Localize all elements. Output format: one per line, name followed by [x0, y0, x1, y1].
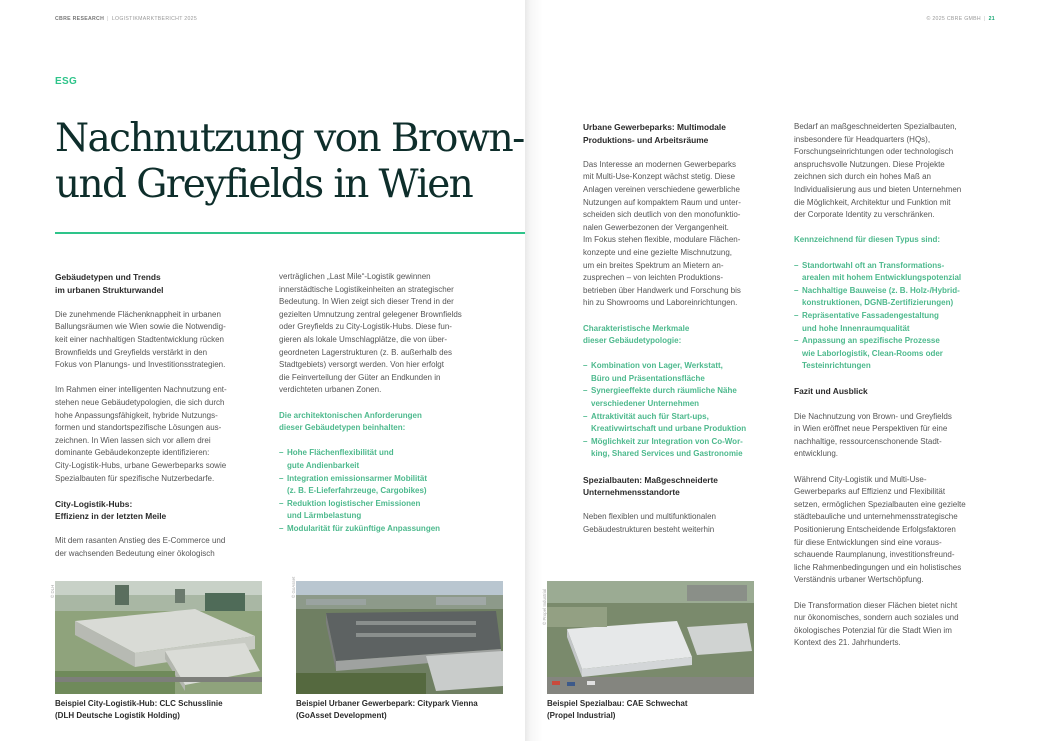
- list-item: – Möglichkeit zur Integration von Co-Wor- king, Shared Services und Gastronomie: [583, 436, 773, 461]
- section-heading: Fazit und Ausblick: [794, 386, 868, 397]
- body-paragraph: Neben flexiblen und multifunktionalen Gebäudestrukturen besteht weiterhin: [583, 512, 716, 534]
- list-heading: Kennzeichnend für diesen Typus sind:: [794, 235, 941, 245]
- report-name: LOGISTIKMARKTBERICHT 2025: [111, 16, 198, 22]
- list-item: – Nachhaltige Bauweise (z. B. Holz-/Hybrid- konstruktionen, DGNB-Zertifizierungen): [794, 285, 994, 310]
- body-paragraph: Die zunehmende Flächenknappheit in urbanen Ballungsräumen wie Wien sowie die Notwendig- keit einer nachhaltigen Stadtentwicklung rücken Brownfields und Greyfields verstärkt in den Fokus von Planungs- und Investitionsstrategien.: [55, 309, 226, 370]
- body-paragraph: Die Transformation dieser Flächen bietet nicht nur ökonomisches, sondern auch soziales und ökologisches Potenzial für die Stadt Wien im Kontext des 21. Jahrhunderts.: [794, 600, 959, 648]
- photo-citypark-vienna: [296, 581, 503, 694]
- list-item: – Integration emissionsarmer Mobilität (z. B. E-Lieferfahrzeuge, Cargobikes): [279, 473, 489, 498]
- title-line: und Greyfields in Wien: [55, 162, 473, 207]
- section-heading: Urbane Gewerbeparks: Multimodale Produktions- und Arbeitsräume: [583, 122, 726, 145]
- section-tag: ESG: [55, 76, 78, 87]
- photo-caption: Beispiel Spezialbau: CAE Schwechat (Propel Industrial): [547, 699, 688, 720]
- list-item: – Standortwahl oft an Transformations- arealen mit hohem Entwicklungspotenzial: [794, 260, 994, 285]
- text-column-3: [583, 121, 773, 549]
- text-column-4: [794, 121, 994, 663]
- body-paragraph: Die Nachnutzung von Brown- und Greyfields in Wien eröffnet neue Perspektiven für eine nachhaltige, ressourcenschonende Stadt- entwicklung.: [794, 411, 952, 459]
- list-item: – Repräsentative Fassadengestaltung und hohe Innenraumqualität: [794, 310, 994, 335]
- running-header: CBRE RESEARCH | LOGISTIKMARKTBERICHT 2025: [55, 16, 198, 22]
- photo-cae-schwechat: [547, 581, 754, 694]
- title-rule: [55, 232, 525, 234]
- list-item: – Reduktion logistischer Emissionen und Lärmbelastung: [279, 498, 489, 523]
- body-paragraph: Bedarf an maßgeschneiderten Spezialbauten, insbesondere für Headquarters (HQs), Forschungseinrichtungen oder technologisch anspruchsvolle Nutzungen. Diese Projekte zeichnen sich durch ein hohes Maß an Individualisierung aus und bieten Unternehmen die Möglichkeit, Architektur und Funktion mit der Corporate Identity zu verschränken.: [794, 122, 962, 220]
- section-heading: Gebäudetypen und Trends im urbanen Strukturwandel: [55, 272, 164, 295]
- list-item: – Attraktivität auch für Start-ups, Kreativwirtschaft und urbane Produktion: [583, 411, 773, 436]
- photo-credit: © GoAsset: [291, 576, 296, 598]
- section-heading: Spezialbauten: Maßgeschneiderte Unternehmensstandorte: [583, 474, 718, 498]
- list-item: – Synergieeffekte durch räumliche Nähe verschiedener Unternehmen: [583, 385, 773, 410]
- body-paragraph: Das Interesse an modernen Gewerbeparks mit Multi-Use-Konzept wächst stetig. Diese Anlagen vereinen verschiedene gewerbliche Nutzungen auf kompaktem Raum und unter- scheiden sich deutlich von den monofunktio- nalen Gewerbezonen der Vergangenheit. Im Fokus stehen flexible, modulare Flächen- konzepte und eine gezielte Mischnutzung, um ein breites Spektrum an Mietern an- zusprechen – von leichten Produktions- betrieben über Handwerk und Forschung bis hin zu Showrooms und Laboreinrichtungen.: [583, 159, 741, 308]
- list-item: – Hohe Flächenflexibilität und gute Andienbarkeit: [279, 447, 489, 472]
- list-heading: Charakteristische Merkmale dieser Gebäudetypologie:: [583, 323, 690, 346]
- body-paragraph: Während City-Logistik und Multi-Use- Gewerbeparks auf Effizienz und Flexibilität setzen, ermöglichen Spezialbauten eine gezielte städtebauliche und unternehmensstrategische Positionierung Entscheidende Erfolgsfaktoren für diese Entwicklungen sind eine voraus- schauende Raumplanung, investitionsfreund- liche Rahmenbedingungen und ein holistisches Verständnis urbaner Wertschöpfung.: [794, 474, 966, 585]
- photo-credit: © DLH: [50, 584, 55, 598]
- list-item: – Modularität für zukünftige Anpassungen: [279, 523, 489, 536]
- running-header-right: © 2025 CBRE GMBH | 21: [926, 16, 995, 22]
- photo-caption: Beispiel Urbaner Gewerbepark: Citypark Vienna (GoAsset Development): [296, 699, 478, 720]
- publisher-name: CBRE RESEARCH: [55, 16, 105, 22]
- photo-caption: Beispiel City-Logistik-Hub: CLC Schusslinie (DLH Deutsche Logistik Holding): [55, 699, 223, 720]
- requirements-list: [279, 447, 489, 535]
- list-item: – Kombination von Lager, Werkstatt, Büro und Präsentationsfläche: [583, 360, 773, 385]
- body-paragraph: verträglichen „Last Mile“-Logistik gewinnen innerstädtische Logistikeinheiten an strategischer Bedeutung. In Wien zeigt sich dieser Trend in der gezielten Umnutzung zentral gelegener Brownfields oder Greyfields zu City-Logistik-Hubs. Diese fun- gieren als lokale Umschlagplätze, die von über- geordneten Lagerstrukturen (z. B. außerhalb des Stadtgebiets) versorgt werden. Von hier erfolgt die Feinverteilung der Güter an Endkunden in verdichteten urbanen Zonen.: [279, 272, 462, 395]
- left-page: [0, 0, 525, 741]
- copyright-text: © 2025 CBRE GMBH: [926, 16, 981, 22]
- body-paragraph: Mit dem rasanten Anstieg des E-Commerce und der wachsenden Bedeutung einer ökologisch: [55, 536, 226, 559]
- page-title: [55, 116, 525, 208]
- page-number: 21: [988, 16, 995, 22]
- types-list: [794, 260, 994, 373]
- text-column-1: [55, 271, 255, 573]
- photo-credit: © Propel Industrial: [542, 588, 547, 625]
- text-column-2: [279, 271, 489, 548]
- list-item: – Anpassung an spezifische Prozesse wie Laborlogistik, Clean-Rooms oder Testeinrichtungen: [794, 335, 994, 373]
- section-heading: City-Logistik-Hubs: Effizienz in der letzten Meile: [55, 498, 167, 522]
- list-heading: Die architektonischen Anforderungen dieser Gebäudetypen beinhalten:: [279, 410, 422, 433]
- right-page: [525, 0, 1051, 741]
- title-line: Nachnutzung von Brown-: [55, 116, 524, 161]
- body-paragraph: Im Rahmen einer intelligenten Nachnutzung ent- stehen neue Gebäudetypologien, die sich durch hohe Anpassungsfähigkeit, hybride Nutzungs- formen und standortspezifische Lösungen aus- zeichnen. In Wien lassen sich vor allem drei dominante Gebäudekonzepte identifizieren: City-Logistik-Hubs, urbane Gewerbeparks sowie Spezialbauten für spezifische Nutzerbedarfe.: [55, 385, 227, 483]
- photo-clc-schusslinie: [55, 581, 262, 694]
- features-list: [583, 360, 773, 461]
